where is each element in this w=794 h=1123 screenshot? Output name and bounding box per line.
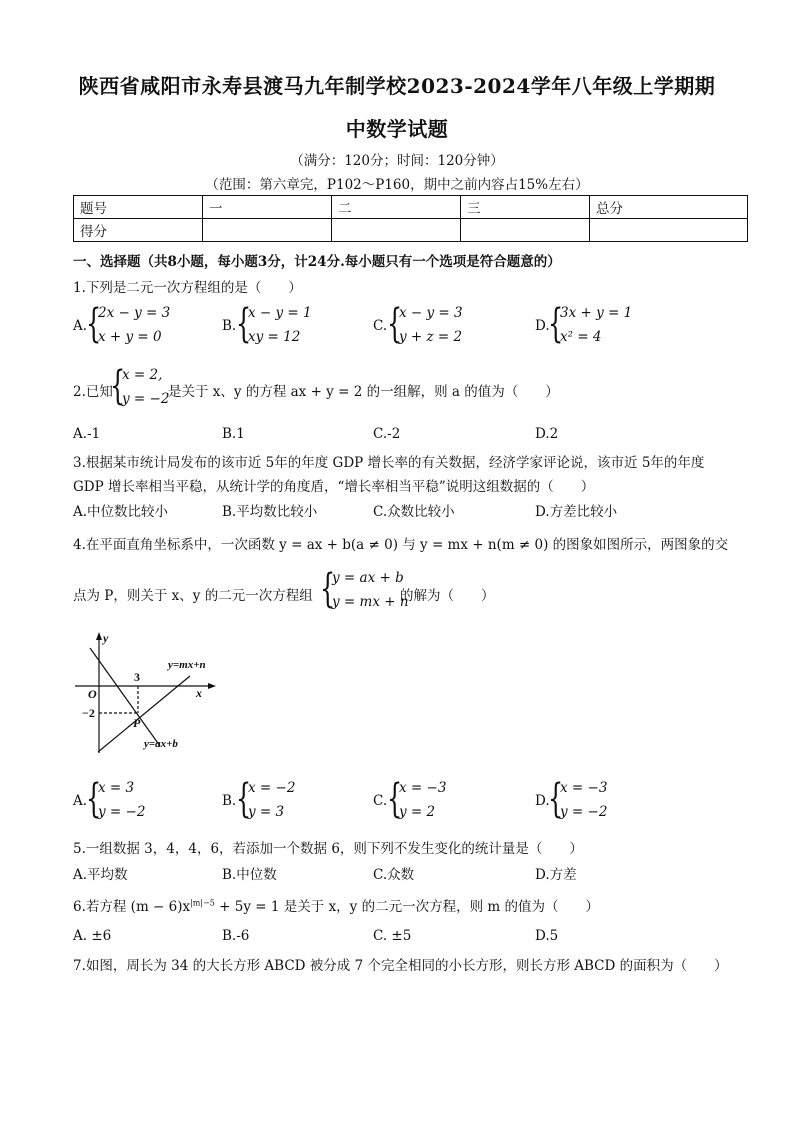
q3-option-a: A.中位数比较小: [73, 504, 169, 520]
brace-icon: {: [236, 776, 252, 822]
equation-line: x − y = 3: [399, 305, 463, 321]
q3-option-b: B.平均数比较小: [222, 504, 318, 520]
brace-icon: {: [86, 301, 102, 347]
equation-line: y = ax + b: [332, 570, 404, 586]
q5-option-c: C.众数: [373, 867, 415, 883]
exponent: |m|−5: [190, 898, 215, 908]
question-7-stem: 7.如图，周长为 34 的大长方形 ABCD 被分成 7 个完全相同的小长方形，则长方形 ABCD 的面积为（ ）: [73, 958, 728, 974]
equation-line: y = 2: [399, 804, 436, 820]
brace-icon: {: [86, 776, 102, 822]
point-p-label: P: [133, 716, 141, 730]
brace-icon: {: [110, 363, 126, 409]
line-mx-n: [90, 648, 160, 746]
q2-option-b: B.1: [222, 426, 245, 442]
equation-line: y = −2: [122, 391, 170, 407]
equation-line: x = −2: [248, 780, 296, 796]
table-cell: 三: [461, 196, 590, 219]
x-axis-label: x: [196, 686, 202, 700]
equation-line: y = 3: [248, 804, 285, 820]
page-title: 陕西省咸阳市永寿县渡马九年制学校2023-2024学年八年级上学期期: [78, 74, 716, 98]
table-row: [74, 219, 748, 242]
q1-option-a-label: A.: [73, 318, 88, 334]
q2-option-d: D.2: [535, 426, 559, 442]
score-input-cell[interactable]: [203, 219, 332, 242]
equation-line: y + z = 2: [399, 329, 463, 345]
equation-line: x = 3: [98, 780, 135, 796]
equation-line: y = mx + n: [332, 594, 409, 610]
exam-info-scope: （范围：第六章完，P102～P160，期中之前内容占15%左右）: [205, 177, 589, 193]
exam-info-score-time: （满分：120分；时间：120分钟）: [290, 153, 504, 169]
question-5-stem: 5.一组数据 3，4，4，6，若添加一个数据 6，则下列不发生变化的统计量是（ ）: [73, 841, 583, 857]
q4-option-d-label: D.: [535, 793, 550, 809]
question-6-suffix: + 5y = 1 是关于 x，y 的二元一次方程，则 m 的值为（ ）: [214, 899, 599, 915]
brace-icon: {: [236, 301, 252, 347]
q6-option-a: A. ±6: [73, 928, 112, 944]
score-input-cell[interactable]: [461, 219, 590, 242]
line-label-ax-b: y=ax+b: [144, 738, 178, 750]
question-2-stem: 是关于 x、y 的方程 ax + y = 2 的一组解，则 a 的值为（ ）: [168, 384, 559, 400]
equation-line: 2x − y = 3: [98, 305, 171, 321]
equation-line: x − y = 1: [248, 305, 312, 321]
q1-option-c-label: C.: [373, 318, 388, 334]
equation-line: x = −3: [399, 780, 447, 796]
table-cell: 总分: [590, 196, 748, 219]
section-heading: 一、选择题（共8小题，每小题3分，计24分.每小题只有一个选项是符合题意的）: [73, 254, 561, 270]
equation-line: 3x + y = 1: [560, 305, 633, 321]
table-cell: 一: [203, 196, 332, 219]
q4-graph: [70, 628, 230, 760]
q4-option-a-label: A.: [73, 793, 88, 809]
equation-line: y = −2: [98, 804, 146, 820]
q4-option-b-label: B.: [222, 793, 237, 809]
equation-line: x² = 4: [560, 329, 602, 345]
brace-icon: {: [387, 301, 403, 347]
tick-label-y: −2: [82, 706, 95, 720]
equation-line: y = −2: [560, 804, 608, 820]
equation-line: x = −3: [560, 780, 608, 796]
q6-option-c: C. ±5: [373, 928, 412, 944]
q6-option-b: B.-6: [222, 928, 250, 944]
table-cell: 题号: [74, 196, 203, 219]
q2-option-a: A.-1: [73, 426, 101, 442]
score-input-cell[interactable]: [332, 219, 461, 242]
brace-icon: {: [548, 301, 564, 347]
question-6-stem: [73, 895, 599, 915]
score-table: [73, 195, 748, 242]
question-2-prefix: 2.已知: [73, 384, 113, 400]
equation-line: xy = 12: [248, 329, 301, 345]
q2-option-c: C.-2: [373, 426, 401, 442]
y-axis-label: y: [103, 631, 109, 645]
question-4-prefix: 点为 P，则关于 x、y 的二元一次方程组: [73, 588, 313, 604]
table-row: [74, 196, 748, 219]
table-cell: 得分: [74, 219, 203, 242]
question-4-suffix: 的解为（ ）: [400, 588, 495, 604]
score-input-cell[interactable]: [590, 219, 748, 242]
q4-option-c-label: C.: [373, 793, 388, 809]
brace-icon: {: [548, 776, 564, 822]
x-axis-arrow-icon: [208, 683, 216, 689]
question-4-line1: 4.在平面直角坐标系中，一次函数 y = ax + b(a ≠ 0) 与 y = mx + n(m ≠ 0) 的图象如图所示，两图象的交: [73, 537, 729, 553]
table-cell: 二: [332, 196, 461, 219]
question-1-stem: 1.下列是二元一次方程组的是（ ）: [73, 280, 302, 296]
q3-option-d: D.方差比较小: [535, 504, 618, 520]
line-label-mx-n: y=mx+n: [168, 659, 206, 671]
q5-option-a: A.平均数: [73, 867, 128, 883]
equation-line: x = 2,: [122, 367, 163, 383]
q1-option-b-label: B.: [222, 318, 237, 334]
brace-icon: {: [387, 776, 403, 822]
q5-option-b: B.中位数: [222, 867, 277, 883]
q6-option-d: D.5: [535, 928, 559, 944]
question-3-line1: 3.根据某市统计局发布的该市近 5年的年度 GDP 增长率的有关数据，经济学家评论说，该市近 5年的年度: [73, 455, 705, 471]
origin-label: O: [88, 687, 97, 701]
y-axis-arrow-icon: [96, 632, 102, 640]
q1-option-d-label: D.: [535, 318, 550, 334]
brace-icon: {: [320, 566, 336, 612]
question-3-line2: GDP 增长率相当平稳，从统计学的角度盾，“增长率相当平稳”说明这组数据的（ ）: [73, 479, 595, 495]
q3-option-c: C.众数比较小: [373, 504, 455, 520]
q5-option-d: D.方差: [535, 867, 577, 883]
question-6-prefix: 6.若方程 (m − 6)x: [73, 899, 191, 915]
tick-label-x: 3: [134, 670, 140, 684]
equation-line: x + y = 0: [98, 329, 162, 345]
page-title-line2: 中数学试题: [345, 117, 449, 141]
